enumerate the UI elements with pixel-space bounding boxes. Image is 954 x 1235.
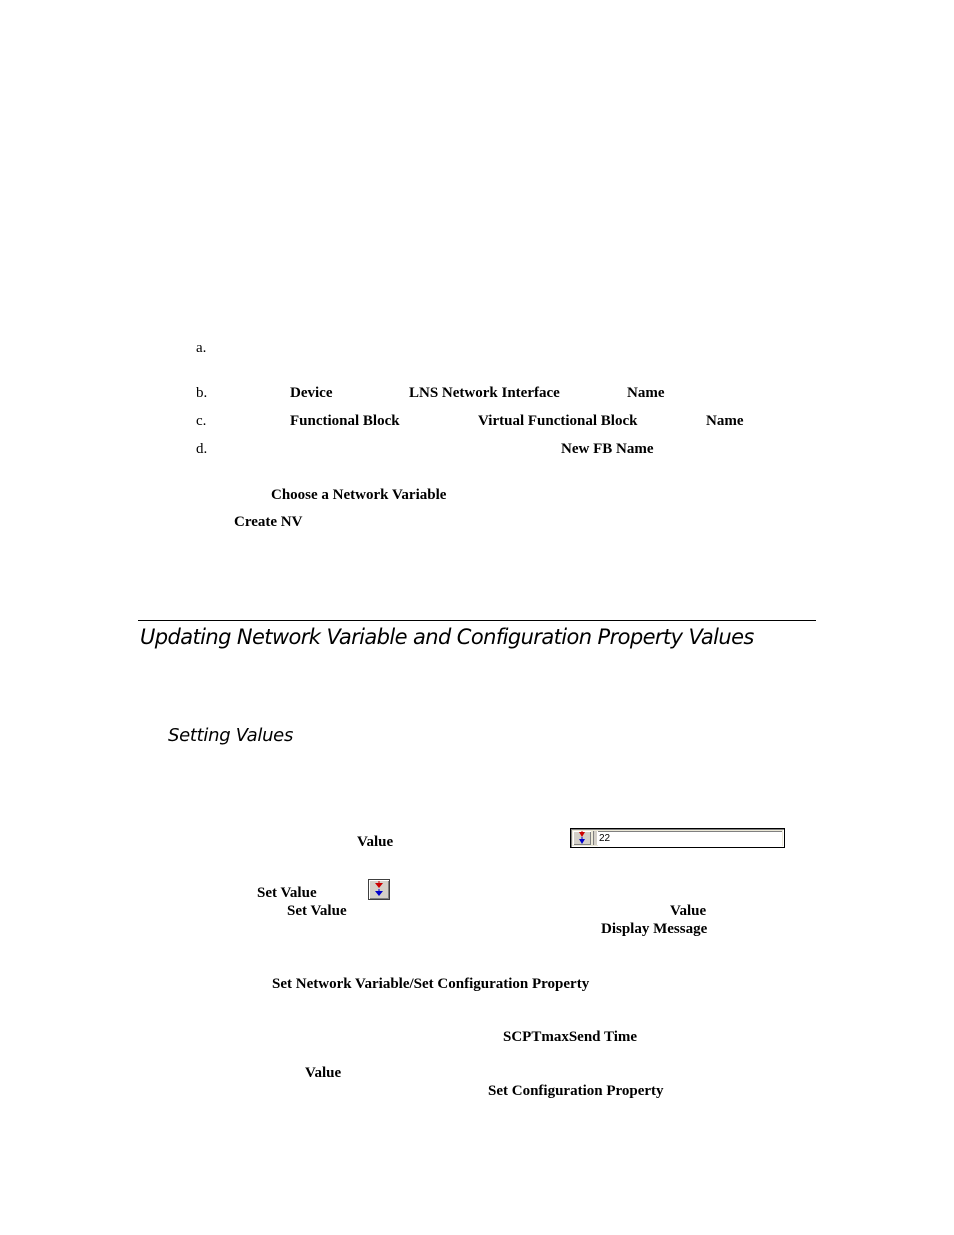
step-d-marker: d. <box>196 441 208 457</box>
set-value-icon <box>368 879 390 900</box>
term-set-nv-cp: Set Network Variable/Set Configuration Property <box>272 976 590 992</box>
set-value-arrows-icon <box>576 831 588 845</box>
term-set-value-1: Set Value <box>257 885 317 901</box>
term-scpt-max-send-time: SCPTmaxSend Time <box>503 1029 638 1045</box>
step-b-lns-interface: LNS Network Interface <box>409 385 560 401</box>
step-c-virtual-fb: Virtual Functional Block <box>478 413 638 429</box>
value-field[interactable] <box>570 828 785 848</box>
value-field-text[interactable]: 22 <box>598 831 782 846</box>
step-c-marker: c. <box>196 413 207 429</box>
step-b-device: Device <box>290 385 333 401</box>
section-title: Updating Network Variable and Configuration Property Values <box>140 625 754 649</box>
term-display-message: Display Message <box>601 921 708 937</box>
step-b-name: Name <box>627 385 665 401</box>
section-rule <box>138 620 816 621</box>
step-a-marker: a. <box>196 340 207 356</box>
term-value-1: Value <box>357 834 394 850</box>
step-c-name: Name <box>706 413 744 429</box>
step-d-new-fb-name: New FB Name <box>561 441 654 457</box>
step-b-marker: b. <box>196 385 208 401</box>
value-field-set-button[interactable] <box>573 831 591 845</box>
subsection-title: Setting Values <box>168 725 294 746</box>
create-nv-label: Create NV <box>234 514 303 530</box>
term-set-value-2: Set Value <box>287 903 347 919</box>
step-c-functional-block: Functional Block <box>290 413 400 429</box>
set-value-arrows-icon <box>372 881 386 898</box>
term-value-2: Value <box>670 903 707 919</box>
choose-nv-label: Choose a Network Variable <box>271 487 447 503</box>
term-value-3: Value <box>305 1065 342 1081</box>
term-set-cp: Set Configuration Property <box>488 1083 664 1099</box>
